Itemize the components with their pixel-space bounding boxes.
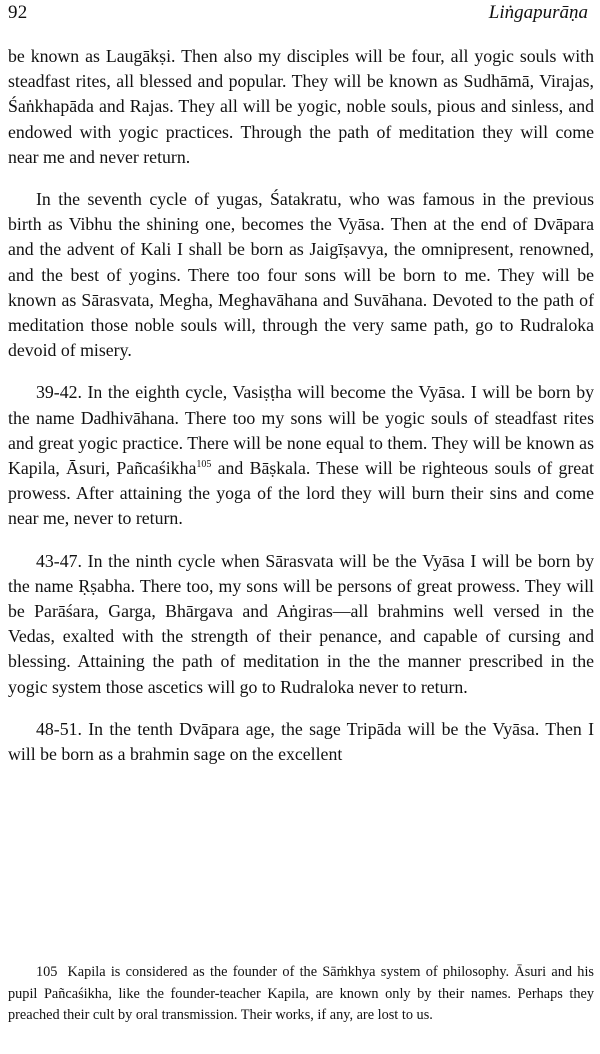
page-header — [8, 0, 592, 32]
paragraph-verses-39-42-start: 39-42. In the eighth cycle, Vasiṣṭha will become the Vyāsa. I will be born by the name Dadhivāhana. There too my sons will be yogic souls of steadfast rites and great yogic practice. There will be none equal to them. They will be known as Kapila, Āsuri, Pañcaśikha — [8, 382, 594, 479]
paragraph-verses-39-42 — [8, 380, 594, 531]
paragraph-verses-43-47: 43-47. In the ninth cycle when Sārasvata will be the Vyāsa I will be born by the name Ṛṣabha. There too, my sons will be persons of great prowess. They will be Parāśara, Garga, Bhārgava and Aṅgiras—all brahmins well versed in the Vedas, exalted with the strength of their penance, and capable of cursing and blessing. Attaining the path of meditation in the the manner prescribed in the yogic system those ascetics will go to Rudraloka never to return. — [8, 550, 594, 697]
paragraph-verses-48-51: 48-51. In the tenth Dvāpara age, the sage Tripāda will be the Vyāsa. Then I will be born as a brahmin sage on the excellent — [8, 718, 594, 765]
footnote-paragraph — [8, 962, 594, 1027]
paragraph-seventh-cycle: In the seventh cycle of yugas, Śatakratu, who was famous in the previous birth as Vibhu the shining one, becomes the Vyāsa. Then at the end of Dvāpara and the advent of Kali I shall be born as Jaigīṣavya, the omnipresent, renowned, and the best of yogins. There too four sons will be born to me. They will be known as Sārasvata, Megha, Meghavāhana and Suvāhana. Devoted to the path of meditation those noble souls will, through the very same path, go to Rudraloka devoid of misery. — [8, 189, 594, 361]
footnote — [8, 962, 594, 1027]
footnote-number: 105 — [36, 964, 58, 980]
running-title: Liṅgapurāṇa — [488, 2, 588, 23]
footnote-reference: 105 — [196, 459, 212, 471]
paragraph-verses-39-42-end: and Bāṣkala. These will be righteous souls of great prowess. After attaining the yoga of the lord they will burn their sins and come near me, never to return. — [8, 458, 594, 529]
paragraph-continuation: be known as Laugākṣi. Then also my disciples will be four, all yogic souls with steadfast rites, all blessed and popular. They will be known as Sudhāmā, Virajas, Śaṅkhapāda and Rajas. They all will be yogic, noble souls, pious and sinless, and endowed with yogic practices. Through the path of meditation they will come near me and never return. — [8, 46, 594, 167]
main-text — [8, 44, 594, 784]
page-number: 92 — [8, 2, 28, 23]
footnote-text: Kapila is considered as the founder of the Sāṁkhya system of philosophy. Āsuri and his pupil Pañcaśikha, like the founder-teacher Kapila, are known only by their names. Perhaps they preached their cult by oral transmission. Their works, if any, are lost to us. — [8, 964, 594, 1024]
